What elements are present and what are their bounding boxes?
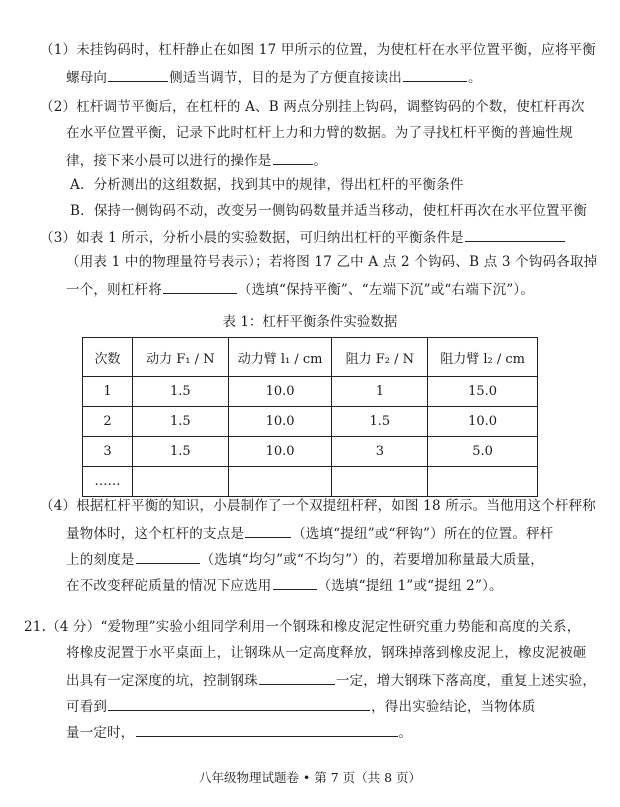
q3-text-c: （选填“保持平衡”、“左端下沉”或“右端下沉”）。 (237, 282, 535, 298)
table-cell: 1.5 (132, 407, 228, 437)
q21-line3 (66, 669, 596, 691)
q21-line5 (66, 721, 412, 743)
table-row (83, 467, 538, 497)
table-cell: 10.0 (228, 377, 332, 407)
q2-text-a: 律，接下来小晨可以进行的操作是 (66, 153, 272, 169)
table-cell: 1.5 (132, 437, 228, 467)
table-caption: 表 1：杠杆平衡条件实验数据 (222, 314, 398, 330)
q21-text-f: 。 (398, 725, 413, 741)
q3-blank-balance[interactable] (163, 278, 237, 294)
q1-text-a: 螺母向 (66, 70, 108, 86)
q21-text-b: 一定，增大钢珠下落高度，重复上述实验， (335, 673, 597, 689)
q4-line3 (66, 548, 544, 570)
header-load-force: 阻力 F₂ / N (332, 338, 428, 377)
q4-text-c: 上的刻度是 (66, 552, 135, 568)
q21-text-a: 出具有一定深度的坑，控制钢珠 (66, 673, 258, 689)
q1-text-c: 。 (468, 70, 482, 86)
q4-blank-fulcrum[interactable] (245, 522, 291, 538)
table-cell: 15.0 (428, 377, 538, 407)
q21-blank-conclusion[interactable] (136, 721, 398, 737)
table-cell: 1.5 (132, 377, 228, 407)
header-trial: 次数 (83, 338, 133, 377)
q1-text-b: 侧适当调节，目的是为了方便直接读出 (169, 70, 403, 86)
q21-blank-control[interactable] (259, 669, 335, 685)
q21-line4 (66, 695, 536, 717)
q3-line2: （用表 1 中的物理量符号表示）；若将图 17 乙中 A 点 2 个钩码、B 点 3 个钩码各取掉 (66, 254, 598, 270)
table-cell: 1.5 (332, 407, 428, 437)
q4-blank-scale[interactable] (136, 548, 200, 564)
table-row (83, 437, 538, 467)
q4-blank-hook[interactable] (273, 574, 317, 590)
header-effort-arm: 动力臂 l₁ / cm (228, 338, 332, 377)
q2-line2: 在水平位置平衡，记录下此时杠杆上力和力臂的数据。为了寻找杠杆平衡的普遍性规 (66, 125, 573, 141)
q3-line3 (66, 278, 534, 300)
q21-blank-observe[interactable] (108, 695, 370, 711)
table-cell (228, 467, 332, 497)
q4-line4 (66, 574, 503, 596)
table-row (83, 407, 538, 437)
q21-text-e: 量一定时， (66, 725, 135, 741)
table-row (83, 377, 538, 407)
q4-text-d: （选填“均匀”或“不均匀”）的，若要增加称量最大质量， (200, 552, 545, 568)
q2-blank-operation[interactable] (273, 149, 313, 165)
q21-text-c: 可看到 (66, 699, 108, 715)
q21-line1: 21.（4 分）“爱物理”实验小组同学利用一个钢珠和橡皮泥定性研究重力势能和高度的关系， (24, 619, 581, 635)
table-cell: 1 (332, 377, 428, 407)
q4-line1: （4）根据杠杆平衡的知识，小晨制作了一个双提纽杆秤，如图 18 所示。当他用这个杆秤称 (40, 498, 596, 514)
q4-line2 (66, 522, 553, 544)
table-cell: 10.0 (228, 437, 332, 467)
q4-text-f: （选填“提纽 1”或“提纽 2”）。 (317, 578, 503, 594)
q3-text-a: （3）如表 1 所示，分析小晨的实验数据，可归纳出杠杆的平衡条件是 (40, 230, 464, 246)
header-effort-force: 动力 F₁ / N (132, 338, 228, 377)
q1-blank-direction[interactable] (108, 66, 168, 82)
q2-option-b: B．保持一侧钩码不动，改变另一侧钩码数量并适当移动，使杠杆再次在水平位置平衡 (70, 203, 588, 219)
q2-line3 (66, 149, 327, 171)
table-cell: 3 (83, 437, 133, 467)
q21-text-d: ，得出实验结论，当物体质 (371, 699, 536, 715)
q1-blank-read[interactable] (403, 66, 467, 82)
q1-line2 (66, 66, 482, 88)
q3-text-b: 一个，则杠杆将 (66, 282, 162, 298)
header-load-arm: 阻力臂 l₂ / cm (428, 338, 538, 377)
q1-line1: （1）未挂钩码时，杠杆静止在如图 17 甲所示的位置，为使杠杆在水平位置平衡，应将平衡 (40, 42, 596, 58)
table-cell: 10.0 (428, 407, 538, 437)
page-footer: 八年级物理试题卷 • 第 7 页（共 8 页） (198, 770, 422, 785)
table-cell: …… (83, 467, 133, 497)
q21-line2: 将橡皮泥置于水平桌面上，让钢珠从一定高度释放，钢珠掉落到橡皮泥上，橡皮泥被砸 (66, 645, 587, 661)
q4-text-a: 量物体时，这个杠杆的支点是 (66, 526, 245, 542)
table-cell: 3 (332, 437, 428, 467)
q3-line1 (40, 226, 566, 248)
q4-text-b: （选填“提纽”或“秤钩”）所在的位置。秤杆 (292, 526, 554, 542)
data-table (82, 337, 538, 497)
table-cell: 10.0 (228, 407, 332, 437)
table-cell: 1 (83, 377, 133, 407)
q2-option-a: A．分析测出的这组数据，找到其中的规律，得出杠杆的平衡条件 (70, 177, 464, 193)
table-cell (132, 467, 228, 497)
q2-text-b: 。 (313, 153, 328, 169)
q2-line1: （2）杠杆调节平衡后，在杠杆的 A、B 两点分别挂上钩码，调整钩码的个数，使杠杆再次 (40, 99, 585, 115)
table-header-row (83, 338, 538, 377)
q4-text-e: 在不改变秤砣质量的情况下应选用 (66, 578, 272, 594)
table-cell: 5.0 (428, 437, 538, 467)
q3-blank-condition[interactable] (465, 226, 565, 242)
table-cell (332, 467, 428, 497)
table-cell (428, 467, 538, 497)
table-cell: 2 (83, 407, 133, 437)
